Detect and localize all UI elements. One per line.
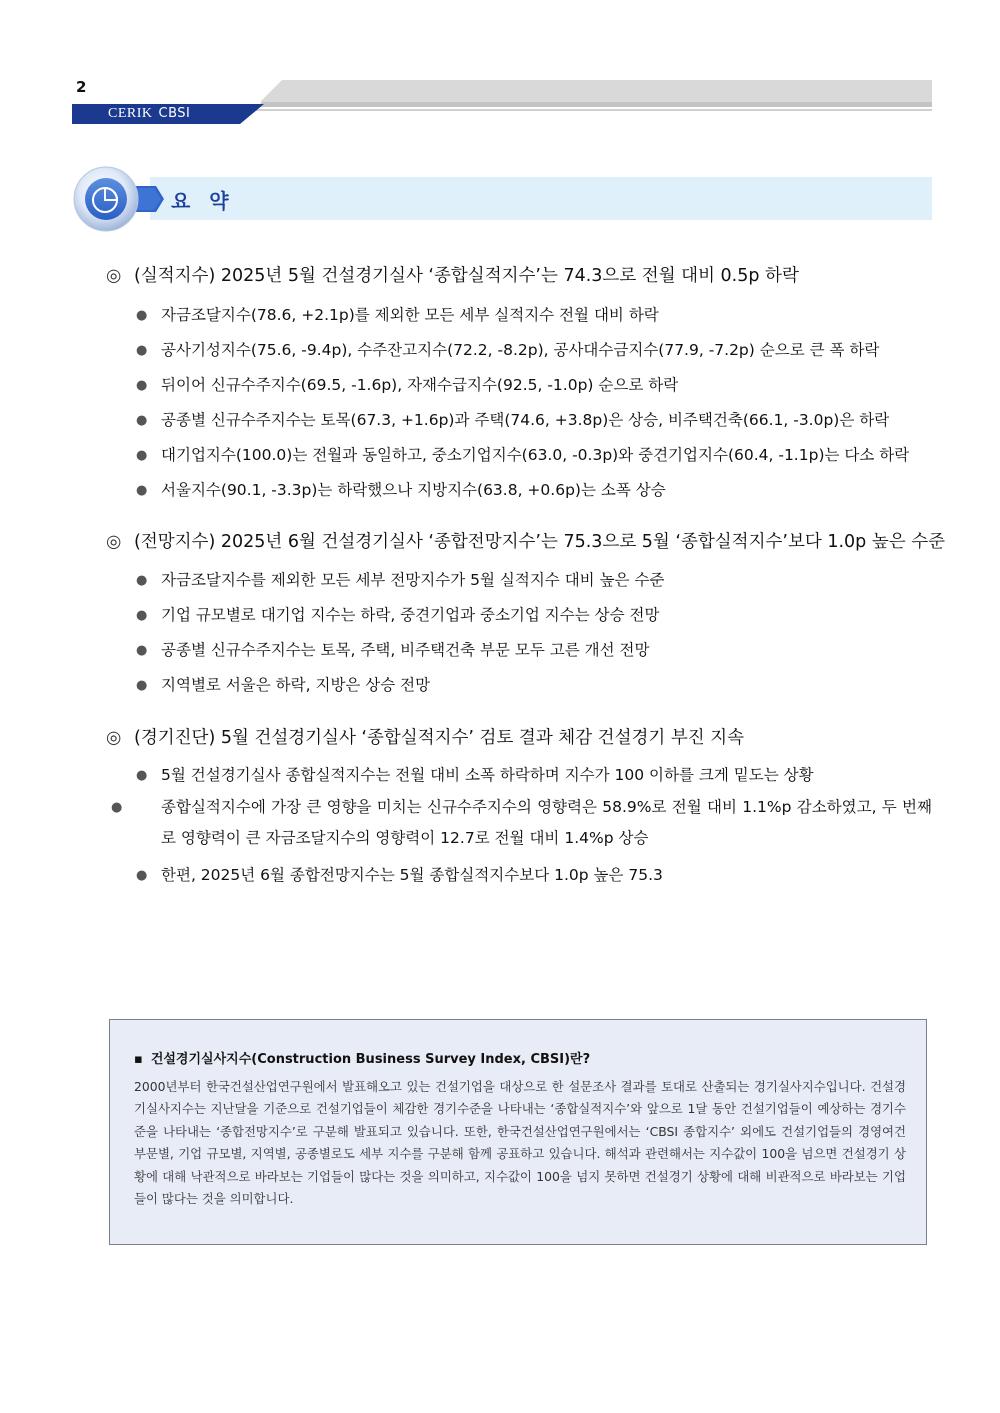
pie-chart-icon	[72, 166, 164, 232]
list-item	[136, 408, 889, 430]
header-label	[108, 106, 190, 122]
list-item-text: 5월 건설경기실사 종합실적지수는 전월 대비 소폭 하락하며 지수가 100 이하를 크게 밑도는 상황	[161, 766, 814, 784]
list-item-text: 자금조달지수를 제외한 모든 세부 전망지수가 5월 실적지수 대비 높은 수준	[161, 571, 665, 589]
section-heading	[106, 528, 945, 553]
list-item-text: 공종별 신규수주지수는 토목, 주택, 비주택건축 부문 모두 고른 개선 전망	[161, 641, 650, 659]
list-item-text: 종합실적지수에 가장 큰 영향을 미치는 신규수주지수의 영향력은 58.9%로 전월 대비 1.1%p 감소하였고, 두 번째로 영향력이 큰 자금조달지수의 영향력이 12.7로 전월 대비 1.4%p 상승	[161, 798, 932, 847]
info-box-title-text: 건설경기실사지수(Construction Business Survey Index, CBSI)란?	[150, 1052, 591, 1067]
list-item	[111, 792, 932, 853]
list-item	[136, 568, 664, 590]
list-item	[136, 638, 649, 660]
bullet-dot-icon: ●	[136, 643, 148, 658]
header-band	[72, 80, 932, 126]
bullet-dot-icon: ●	[136, 768, 148, 783]
double-circle-marker: ◎	[106, 266, 122, 286]
product-name: CBSI	[158, 106, 191, 121]
section-heading-text: (전망지수) 2025년 6월 건설경기실사 ‘종합전망지수’는 75.3으로 5월 ‘종합실적지수’보다 1.0p 높은 수준	[134, 532, 946, 552]
bullet-dot-icon: ●	[111, 800, 123, 815]
bullet-dot-icon: ●	[136, 378, 148, 393]
bullet-dot-icon: ●	[136, 483, 148, 498]
bullet-dot-icon: ●	[136, 608, 148, 623]
square-bullet-icon: ▪	[134, 1052, 143, 1067]
list-item-text: 공종별 신규수주지수는 토목(67.3, +1.6p)과 주택(74.6, +3.8p)은 상승, 비주택건축(66.1, -3.0p)은 하락	[161, 411, 890, 429]
bullet-dot-icon: ●	[136, 413, 148, 428]
section-heading	[106, 724, 744, 749]
bullet-dot-icon: ●	[136, 573, 148, 588]
list-item	[136, 303, 659, 325]
list-item	[136, 763, 814, 785]
list-item	[136, 603, 659, 625]
brand-name: CERIK	[108, 106, 153, 121]
section-heading	[106, 262, 799, 287]
list-item-text: 기업 규모별로 대기업 지수는 하락, 중견기업과 중소기업 지수는 상승 전망	[161, 606, 660, 624]
bullet-dot-icon: ●	[136, 343, 148, 358]
bullet-dot-icon: ●	[136, 678, 148, 693]
list-item-text: 지역별로 서울은 하락, 지방은 상승 전망	[161, 676, 431, 694]
list-item-text: 자금조달지수(78.6, +2.1p)를 제외한 모든 세부 실적지수 전월 대비 하락	[161, 306, 659, 324]
list-item-text: 공사기성지수(75.6, -9.4p), 수주잔고지수(72.2, -8.2p), 공사대수금지수(77.9, -7.2p) 순으로 큰 폭 하락	[161, 341, 880, 359]
list-item	[136, 443, 909, 465]
list-item	[136, 338, 879, 360]
list-item-text: 한편, 2025년 6월 종합전망지수는 5월 종합실적지수보다 1.0p 높은 75.3	[161, 866, 663, 884]
bullet-dot-icon: ●	[136, 448, 148, 463]
page-number: 2	[76, 78, 87, 96]
list-item-text: 대기업지수(100.0)는 전월과 동일하고, 중소기업지수(63.0, -0.3p)와 중견기업지수(60.4, -1.1p)는 다소 하락	[161, 446, 910, 464]
double-circle-marker: ◎	[106, 532, 122, 552]
double-circle-marker: ◎	[106, 728, 122, 748]
section-heading-text: (경기진단) 5월 건설경기실사 ‘종합실적지수’ 검토 결과 체감 건설경기 부진 지속	[134, 728, 745, 748]
summary-title: 요 약	[171, 189, 235, 213]
section-heading-text: (실적지수) 2025년 5월 건설경기실사 ‘종합실적지수’는 74.3으로 전월 대비 0.5p 하락	[134, 266, 799, 286]
list-item	[136, 373, 678, 395]
summary-bar	[150, 177, 932, 220]
bullet-dot-icon: ●	[136, 308, 148, 323]
info-box-title	[134, 1048, 590, 1067]
info-box-body: 2000년부터 한국건설산업연구원에서 발표해오고 있는 건설기업을 대상으로 한 설문조사 결과를 토대로 산출되는 경기실사지수입니다. 건설경기실사지수는 지난달을 기준으로 건설기업들이 체감한 경기수준을 나타내는 ‘종합실적지수’와 앞으로 1달 동안 건설기업들이 예상하는 경기수준을 나타내는 ‘종합전망지수’로 구분해 발표되고 있습니다. 또한, 한국건설산업연구원에서는 ‘CBSI 종합지수’ 외에도 건설기업들의 경영여건 부문별, 기업 규모별, 지역별, 공종별로도 세부 지수를 구분해 함께 공표하고 있습니다. 해석과 관련해서는 지수값이 100을 넘으면 건설경기 상황에 대해 낙관적으로 바라보는 기업들이 많다는 것을 의미하고, 지수값이 100을 넘지 못하면 건설경기 상황에 대해 비관적으로 바라보는 기업들이 많다는 것을 의미합니다.	[134, 1079, 906, 1207]
list-item-text: 뒤이어 신규수주지수(69.5, -1.6p), 자재수급지수(92.5, -1.0p) 순으로 하락	[161, 376, 679, 394]
list-item	[136, 478, 666, 500]
list-item	[136, 863, 663, 885]
cbsi-definition-box	[109, 1019, 927, 1245]
bullet-dot-icon: ●	[136, 868, 148, 883]
list-item-text: 서울지수(90.1, -3.3p)는 하락했으나 지방지수(63.8, +0.6p)는 소폭 상승	[161, 481, 666, 499]
list-item	[136, 673, 430, 695]
